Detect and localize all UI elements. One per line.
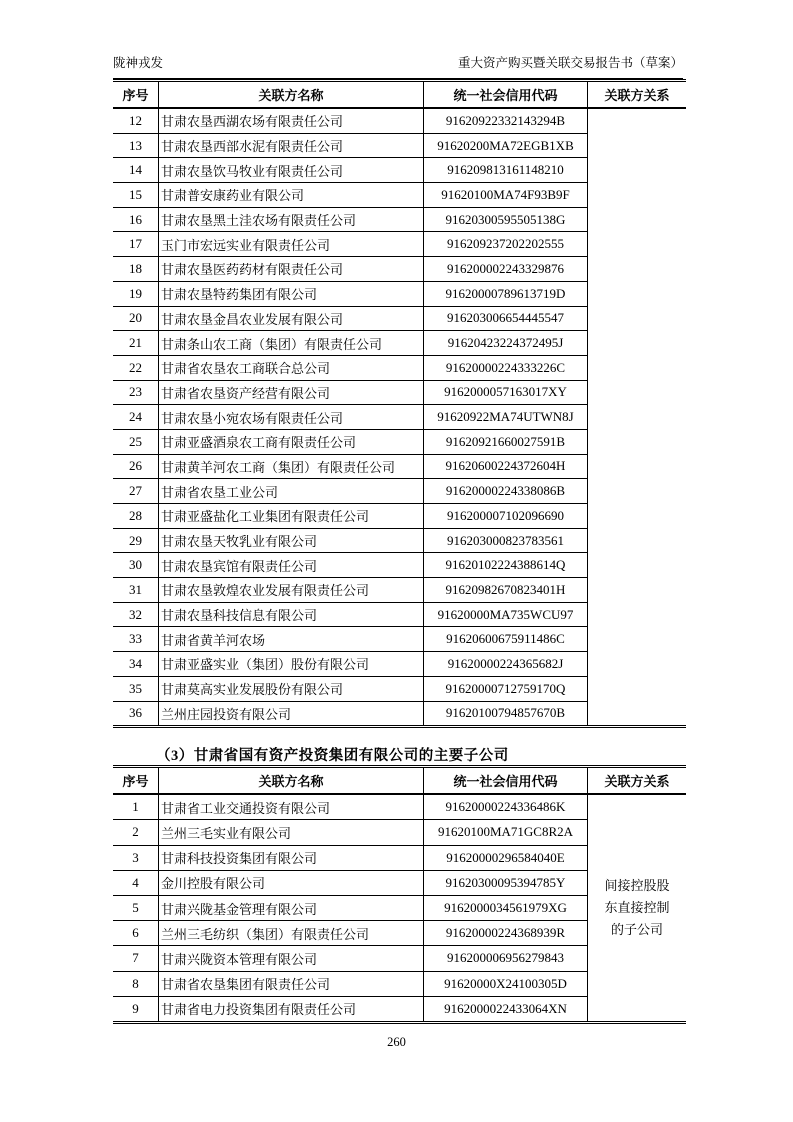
cell-code: 91620000789613719D — [424, 281, 588, 306]
cell-code: 91620100MA74F93B9F — [424, 183, 588, 208]
cell-no: 29 — [113, 528, 159, 553]
column-header-no: 序号 — [113, 81, 159, 109]
cell-name: 甘肃农垦西部水泥有限责任公司 — [159, 133, 424, 158]
cell-code: 916200002243329876 — [424, 257, 588, 282]
cell-name: 甘肃亚盛盐化工业集团有限责任公司 — [159, 504, 424, 529]
cell-code: 916203000823783561 — [424, 528, 588, 553]
page-content — [113, 0, 683, 1024]
cell-code: 91620100MA71GC8R2A — [424, 820, 588, 845]
relation-line: 东直接控制 — [604, 900, 670, 916]
cell-no: 22 — [113, 355, 159, 380]
cell-no: 28 — [113, 504, 159, 529]
cell-code: 91620600675911486C — [424, 627, 588, 652]
cell-name: 甘肃省工业交通投资有限公司 — [159, 794, 424, 820]
section-heading: （3）甘肃省国有资产投资集团有限公司的主要子公司 — [156, 748, 509, 765]
cell-name: 甘肃莫高实业发展股份有限公司 — [159, 676, 424, 701]
table-row — [113, 794, 686, 820]
cell-code: 91620000224338086B — [424, 479, 588, 504]
cell-name: 甘肃农垦科技信息有限公司 — [159, 602, 424, 627]
cell-no: 2 — [113, 820, 159, 845]
table-row — [113, 108, 686, 133]
relation-line: 间接控股股 — [604, 878, 670, 894]
cell-code: 91620200MA72EGB1XB — [424, 133, 588, 158]
cell-no: 17 — [113, 232, 159, 257]
cell-name: 甘肃农垦饮马牧业有限责任公司 — [159, 158, 424, 183]
column-header-relation: 关联方关系 — [588, 81, 687, 109]
cell-no: 36 — [113, 701, 159, 727]
cell-no: 21 — [113, 331, 159, 356]
cell-name: 甘肃亚盛实业（集团）股份有限公司 — [159, 652, 424, 677]
cell-name: 甘肃普安康药业有限公司 — [159, 183, 424, 208]
running-header-right: 重大资产购买暨关联交易报告书（草案） — [457, 56, 683, 70]
cell-name: 甘肃亚盛酒泉农工商有限责任公司 — [159, 429, 424, 454]
cell-no: 14 — [113, 158, 159, 183]
cell-code: 91620000224333226C — [424, 355, 588, 380]
cell-code: 91620000712759170Q — [424, 676, 588, 701]
cell-no: 7 — [113, 946, 159, 971]
cell-name: 甘肃科技投资集团有限公司 — [159, 845, 424, 870]
column-header-no: 序号 — [113, 767, 159, 795]
cell-code: 91620300095394785Y — [424, 870, 588, 895]
cell-name: 甘肃农垦特药集团有限公司 — [159, 281, 424, 306]
cell-name: 兰州三毛实业有限公司 — [159, 820, 424, 845]
cell-code: 91620300595505138G — [424, 207, 588, 232]
cell-name: 甘肃省农垦农工商联合总公司 — [159, 355, 424, 380]
cell-no: 35 — [113, 676, 159, 701]
cell-code: 91620600224372604H — [424, 454, 588, 479]
cell-no: 20 — [113, 306, 159, 331]
cell-no: 4 — [113, 870, 159, 895]
cell-name: 甘肃省农垦集团有限责任公司 — [159, 971, 424, 996]
table-header-row — [113, 767, 686, 795]
relation-line: 的子公司 — [610, 922, 663, 938]
cell-code: 916203006654445547 — [424, 306, 588, 331]
cell-no: 33 — [113, 627, 159, 652]
cell-no: 1 — [113, 794, 159, 820]
cell-code: 91620982670823401H — [424, 578, 588, 603]
cell-relation-merged — [588, 108, 687, 727]
cell-name: 甘肃省农垦工业公司 — [159, 479, 424, 504]
cell-no: 32 — [113, 602, 159, 627]
cell-no: 8 — [113, 971, 159, 996]
cell-code: 91620922MA74UTWN8J — [424, 405, 588, 430]
cell-no: 31 — [113, 578, 159, 603]
cell-code: 91620000224365682J — [424, 652, 588, 677]
table-1-body — [113, 108, 686, 727]
page-number: 260 — [387, 1035, 406, 1049]
cell-code: 9162000022433064XN — [424, 996, 588, 1022]
cell-name: 甘肃农垦小宛农场有限责任公司 — [159, 405, 424, 430]
cell-code: 91620102224388614Q — [424, 553, 588, 578]
cell-name: 甘肃省电力投资集团有限责任公司 — [159, 996, 424, 1022]
cell-code: 91620000X24100305D — [424, 971, 588, 996]
cell-no: 13 — [113, 133, 159, 158]
cell-code: 9162000034561979XG — [424, 895, 588, 920]
cell-no: 6 — [113, 921, 159, 946]
cell-no: 9 — [113, 996, 159, 1022]
column-header-code: 统一社会信用代码 — [424, 767, 588, 795]
cell-no: 12 — [113, 108, 159, 133]
cell-name: 甘肃农垦金昌农业发展有限公司 — [159, 306, 424, 331]
cell-code: 91620423224372495J — [424, 331, 588, 356]
cell-name: 甘肃农垦黑土洼农场有限责任公司 — [159, 207, 424, 232]
cell-no: 18 — [113, 257, 159, 282]
cell-name: 甘肃兴陇资本管理有限公司 — [159, 946, 424, 971]
cell-no: 24 — [113, 405, 159, 430]
cell-name: 玉门市宏远实业有限责任公司 — [159, 232, 424, 257]
cell-no: 26 — [113, 454, 159, 479]
cell-name: 兰州庄园投资有限公司 — [159, 701, 424, 727]
cell-name: 甘肃农垦天牧乳业有限公司 — [159, 528, 424, 553]
cell-name: 甘肃条山农工商（集团）有限责任公司 — [159, 331, 424, 356]
cell-name: 甘肃省农垦资产经营有限公司 — [159, 380, 424, 405]
related-party-table-2 — [113, 765, 686, 1024]
cell-code: 91620000224336486K — [424, 794, 588, 820]
running-header-left: 陇神戎发 — [113, 56, 164, 70]
cell-name: 甘肃农垦医药药材有限责任公司 — [159, 257, 424, 282]
cell-code: 9162000057163017XY — [424, 380, 588, 405]
cell-relation-merged — [588, 794, 687, 1022]
cell-no: 34 — [113, 652, 159, 677]
cell-code: 91620922332143294B — [424, 108, 588, 133]
column-header-name: 关联方名称 — [159, 81, 424, 109]
cell-name: 兰州三毛纺织（集团）有限责任公司 — [159, 921, 424, 946]
cell-no: 19 — [113, 281, 159, 306]
cell-name: 金川控股有限公司 — [159, 870, 424, 895]
cell-name: 甘肃省黄羊河农场 — [159, 627, 424, 652]
table-2-header — [113, 767, 686, 795]
cell-name: 甘肃农垦敦煌农业发展有限责任公司 — [159, 578, 424, 603]
cell-code: 91620100794857670B — [424, 701, 588, 727]
table-2-body — [113, 794, 686, 1022]
cell-code: 91620000224368939R — [424, 921, 588, 946]
cell-code: 91620000MA735WCU97 — [424, 602, 588, 627]
cell-no: 16 — [113, 207, 159, 232]
table-1-header — [113, 81, 686, 109]
cell-no: 27 — [113, 479, 159, 504]
cell-code: 916209813161148210 — [424, 158, 588, 183]
cell-no: 5 — [113, 895, 159, 920]
running-header — [113, 53, 683, 79]
column-header-relation: 关联方关系 — [588, 767, 687, 795]
cell-no: 25 — [113, 429, 159, 454]
cell-code: 916209237202202555 — [424, 232, 588, 257]
cell-name: 甘肃兴陇基金管理有限公司 — [159, 895, 424, 920]
cell-code: 916200007102096690 — [424, 504, 588, 529]
cell-name: 甘肃农垦宾馆有限责任公司 — [159, 553, 424, 578]
cell-no: 23 — [113, 380, 159, 405]
cell-no: 15 — [113, 183, 159, 208]
table-header-row — [113, 81, 686, 109]
cell-code: 916200006956279843 — [424, 946, 588, 971]
column-header-code: 统一社会信用代码 — [424, 81, 588, 109]
cell-no: 30 — [113, 553, 159, 578]
cell-code: 91620921660027591B — [424, 429, 588, 454]
cell-name: 甘肃农垦西湖农场有限责任公司 — [159, 108, 424, 133]
cell-code: 91620000296584040E — [424, 845, 588, 870]
cell-no: 3 — [113, 845, 159, 870]
related-party-table-1 — [113, 79, 686, 728]
column-header-name: 关联方名称 — [159, 767, 424, 795]
cell-name: 甘肃黄羊河农工商（集团）有限责任公司 — [159, 454, 424, 479]
